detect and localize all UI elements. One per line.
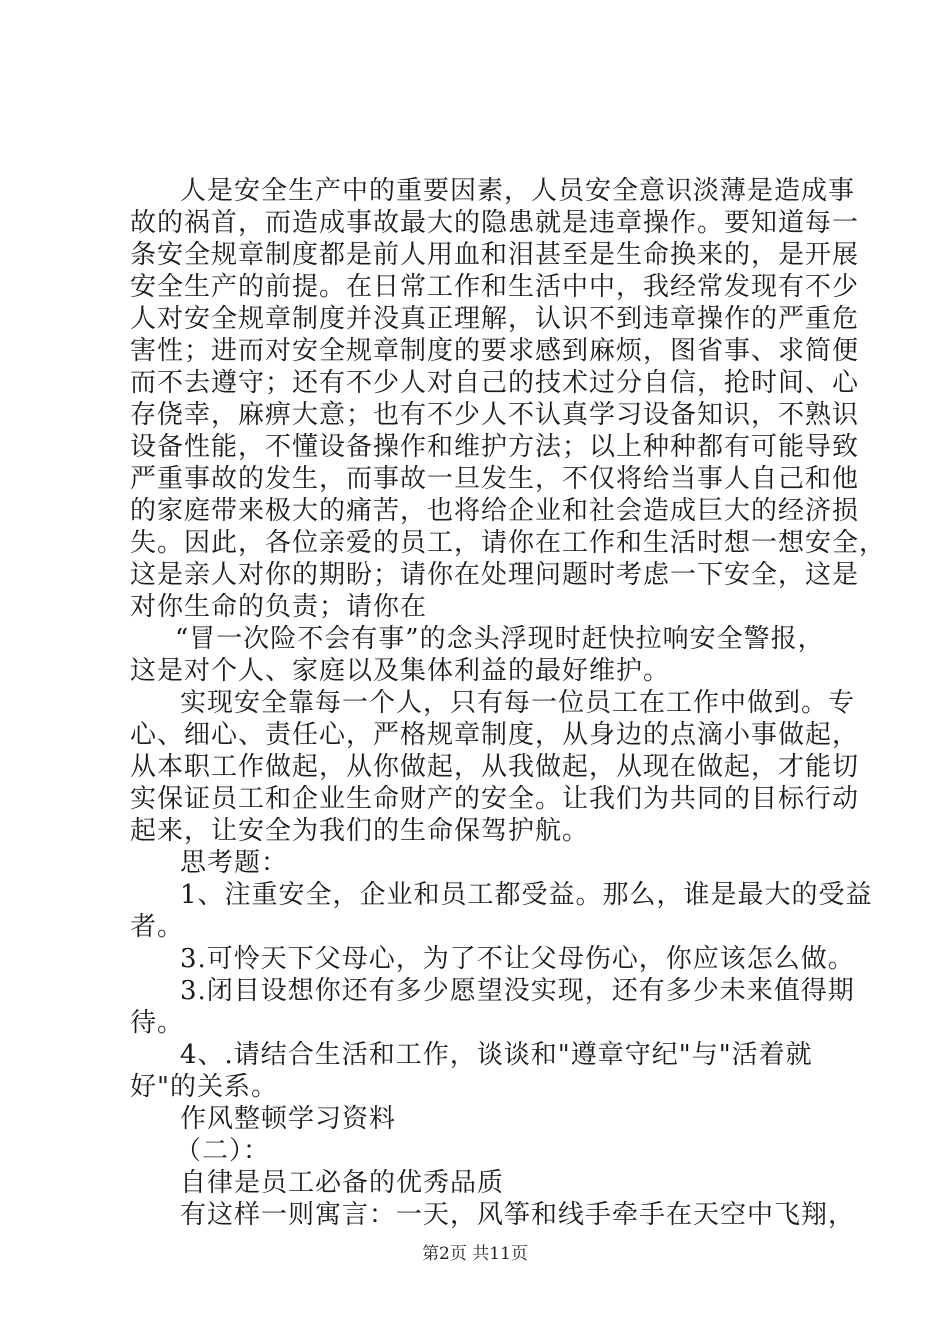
text-line: 思考题： <box>180 848 289 878</box>
text-line: 设备性能，不懂设备操作和维护方法；以上种种都有可能导致 <box>130 432 860 462</box>
text-line: 失。因此，各位亲爱的员工，请你在工作和生活时想一想安全， <box>130 528 887 558</box>
text-line: 心、细心、责任心，严格规章制度，从身边的点滴小事做起， <box>130 720 860 750</box>
text-line: 害性；进而对安全规章制度的要求感到麻烦，图省事、求简便 <box>130 336 860 366</box>
text-line: 的家庭带来极大的痛苦，也将给企业和社会造成巨大的经济损 <box>130 496 860 526</box>
text-line: 3.闭目设想你还有多少愿望没实现，还有多少未来值得期 <box>180 976 855 1006</box>
text-line: 这是亲人对你的期盼；请你在处理问题时考虑一下安全，这是 <box>130 560 860 590</box>
text-line: 者。 <box>130 912 185 942</box>
text-line: “冒一次险不会有事”的念头浮现时赶快拉响安全警报， <box>175 624 825 654</box>
text-line: 严重事故的发生，而事故一旦发生，不仅将给当事人自己和他 <box>130 464 860 494</box>
text-line: 1、注重安全，企业和员工都受益。那么，谁是最大的受益 <box>180 880 873 910</box>
page-footer: 第2页 共11页 <box>422 1244 528 1264</box>
text-line: 自律是员工必备的优秀品质 <box>180 1168 505 1198</box>
text-line: 3.可怜天下父母心，为了不让父母伤心，你应该怎么做。 <box>180 944 855 974</box>
text-line: 而不去遵守；还有不少人对自己的技术过分自信，抢时间、心 <box>130 368 860 398</box>
text-line: （二）： <box>175 1136 271 1166</box>
text-line: 好"的关系。 <box>130 1072 278 1102</box>
text-line: 人对安全规章制度并没真正理解，认识不到违章操作的严重危 <box>130 304 860 334</box>
text-line: 作风整顿学习资料 <box>180 1104 397 1134</box>
text-line: 对你生命的负责；请你在 <box>130 592 428 622</box>
text-line: 存侥幸，麻痹大意；也有不少人不认真学习设备知识，不熟识 <box>130 400 860 430</box>
text-line: 实现安全靠每一个人，只有每一位员工在工作中做到。专 <box>180 688 856 718</box>
text-line: 起来，让安全为我们的生命保驾护航。 <box>130 816 590 846</box>
text-line: 这是对个人、家庭以及集体利益的最好维护。 <box>130 656 671 686</box>
text-line: 安全生产的前提。在日常工作和生活中中，我经常发现有不少 <box>130 272 860 302</box>
text-line: 实保证员工和企业生命财产的安全。让我们为共同的目标行动 <box>130 784 860 814</box>
text-line: 待。 <box>130 1008 185 1038</box>
text-line: 条安全规章制度都是前人用血和泪甚至是生命换来的，是开展 <box>130 240 860 270</box>
text-line: 人是安全生产中的重要因素，人员安全意识淡薄是造成事 <box>180 176 856 206</box>
text-line: 4、.请结合生活和工作，谈谈和"遵章守纪"与"活着就 <box>180 1040 813 1070</box>
text-line: 从本职工作做起，从你做起，从我做起，从现在做起，才能切 <box>130 752 860 782</box>
text-line: 有这样一则寓言：一天，风筝和线手牵手在天空中飞翔， <box>180 1200 856 1230</box>
text-line: 故的祸首，而造成事故最大的隐患就是违章操作。要知道每一 <box>130 208 860 238</box>
